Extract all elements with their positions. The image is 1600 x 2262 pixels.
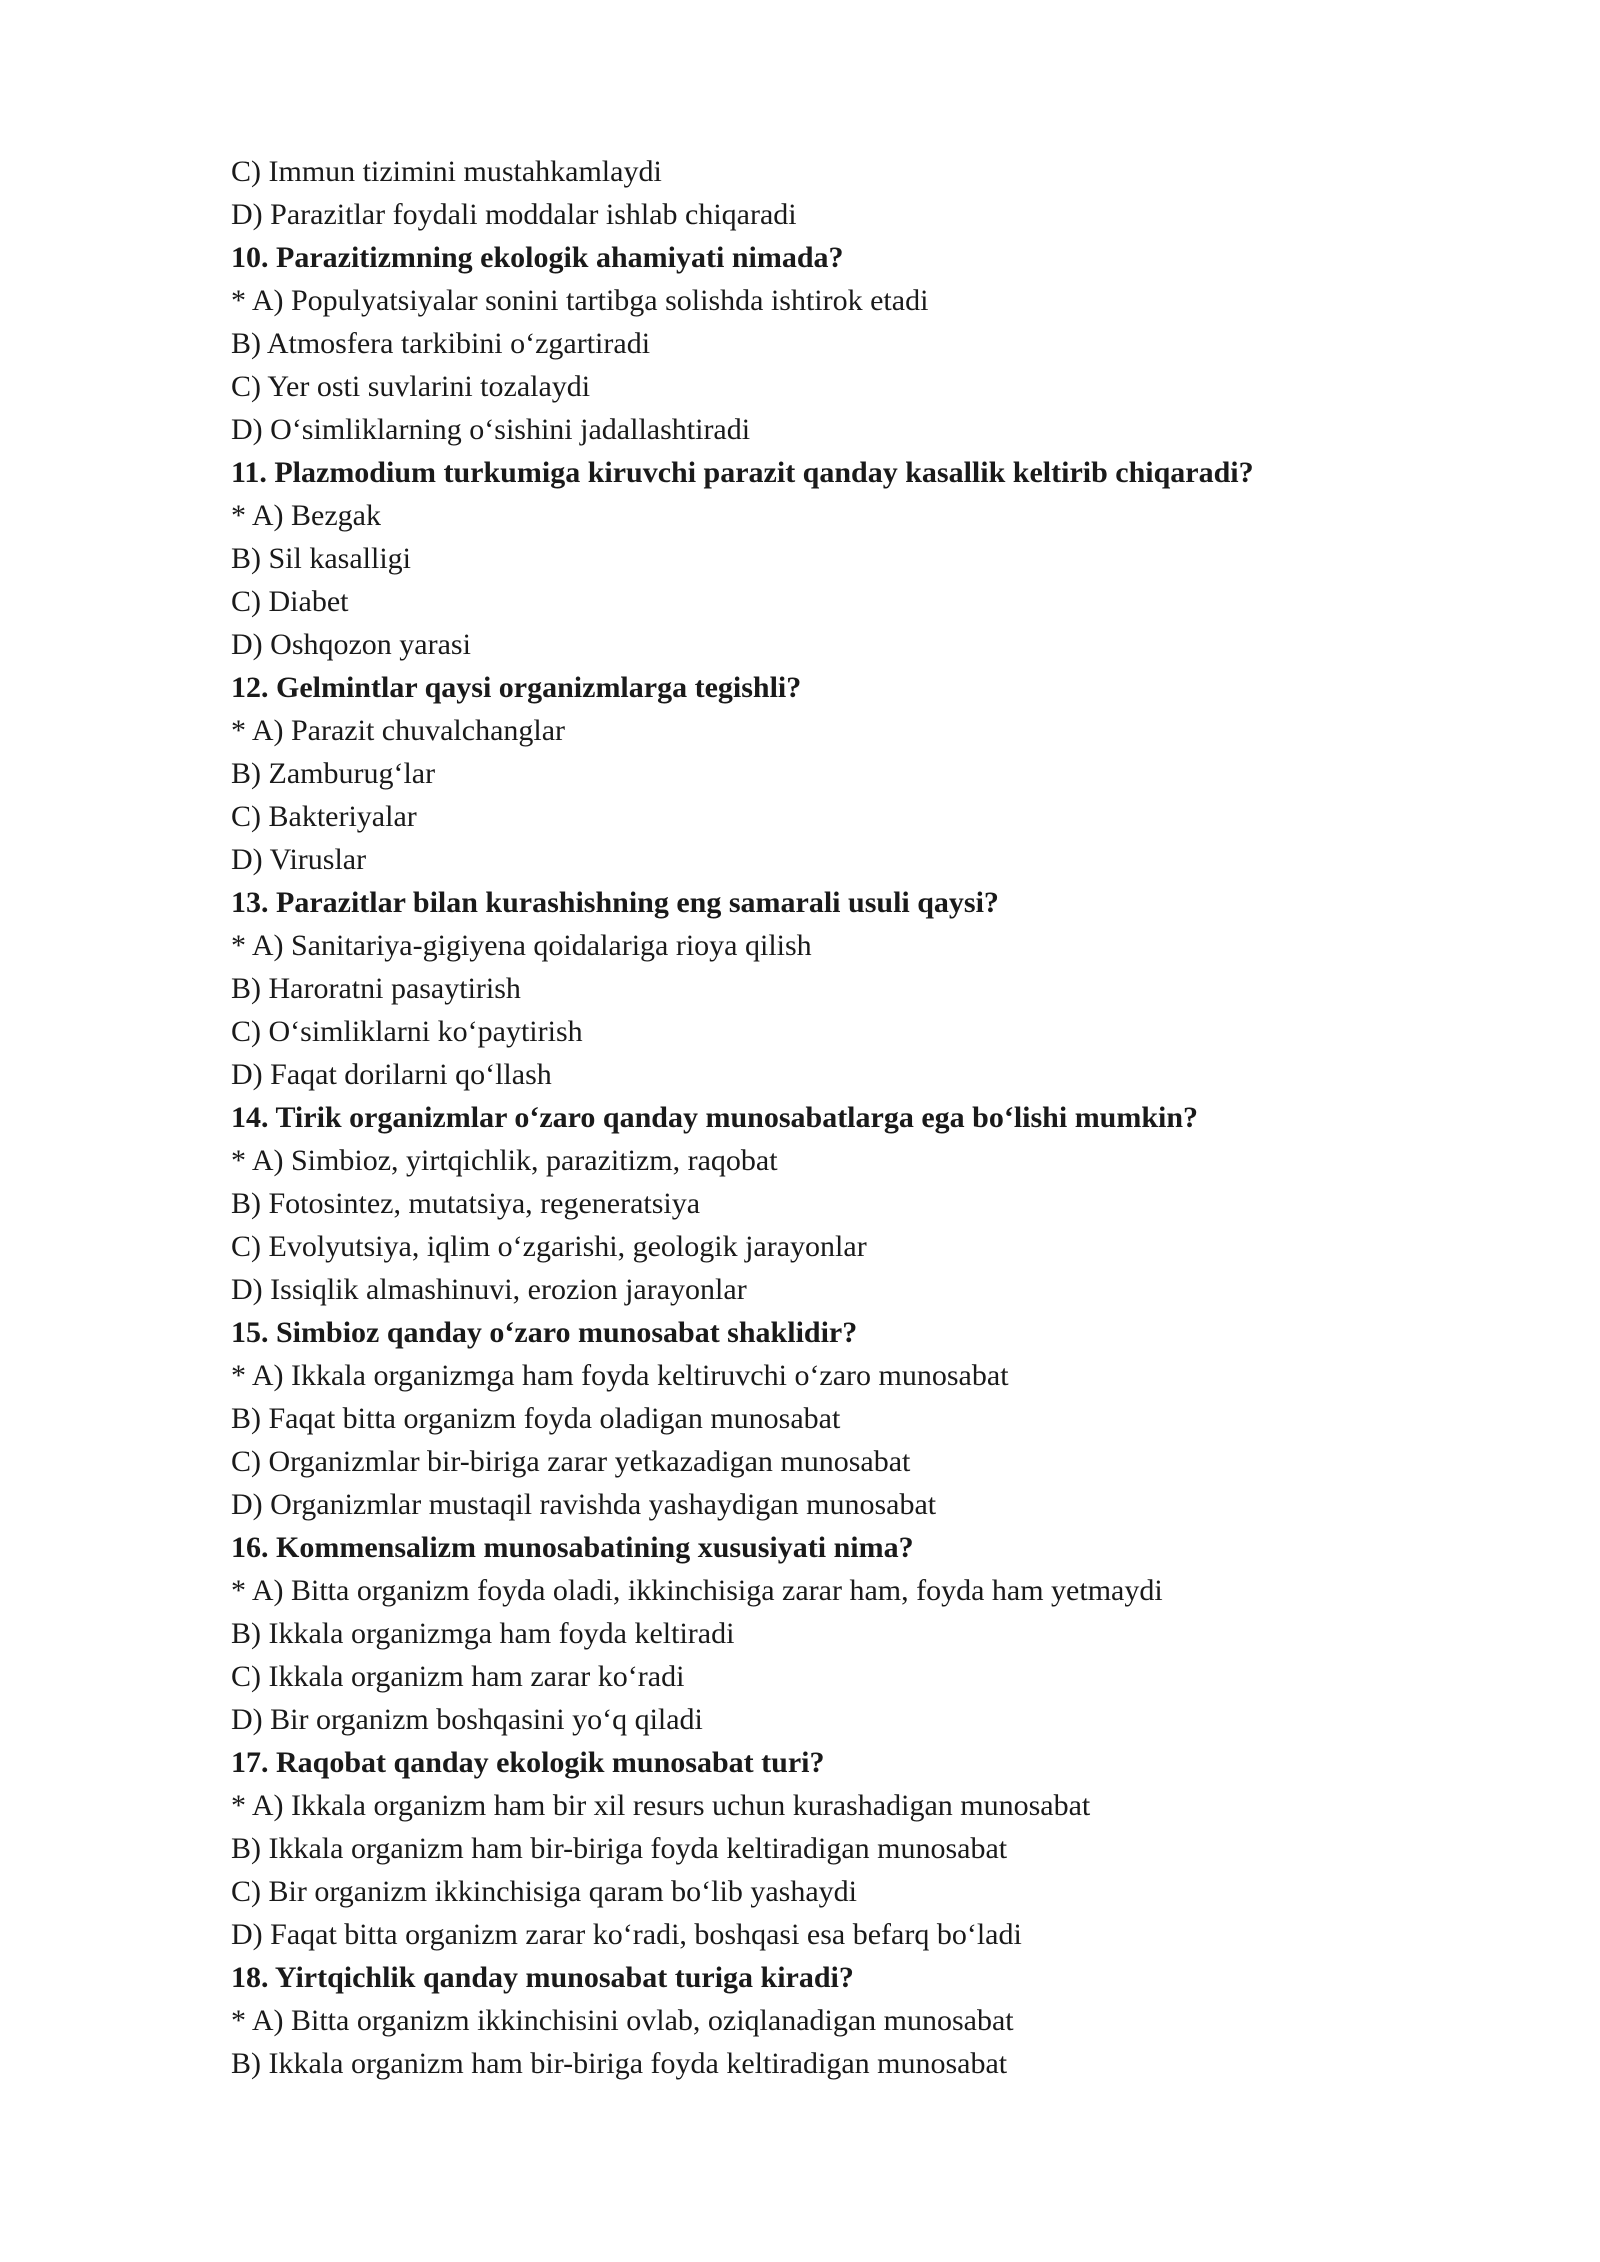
answer-option: * A) Populyatsiyalar sonini tartibga solishda ishtirok etadi bbox=[231, 284, 929, 317]
answer-option: D) Viruslar bbox=[231, 843, 367, 876]
answer-option: D) Faqat bitta organizm zarar ko‘radi, boshqasi esa befarq bo‘ladi bbox=[231, 1918, 1022, 1951]
answer-option: * A) Ikkala organizmga ham foyda keltiruvchi o‘zaro munosabat bbox=[231, 1359, 1009, 1392]
answer-option: B) Zamburug‘lar bbox=[231, 757, 436, 790]
answer-option: B) Ikkala organizm ham bir-biriga foyda keltiradigan munosabat bbox=[231, 1832, 1008, 1865]
question-heading: 13. Parazitlar bilan kurashishning eng samarali usuli qaysi? bbox=[231, 886, 999, 919]
answer-option: B) Sil kasalligi bbox=[231, 542, 411, 575]
question-heading: 16. Kommensalizm munosabatining xususiyati nima? bbox=[231, 1531, 914, 1564]
question-heading: 15. Simbioz qanday o‘zaro munosabat shaklidir? bbox=[231, 1316, 858, 1349]
answer-option: C) Evolyutsiya, iqlim o‘zgarishi, geologik jarayonlar bbox=[231, 1230, 867, 1263]
answer-option: C) Ikkala organizm ham zarar ko‘radi bbox=[231, 1660, 685, 1693]
answer-option: * A) Bezgak bbox=[231, 499, 381, 532]
question-heading: 10. Parazitizmning ekologik ahamiyati nimada? bbox=[231, 241, 844, 274]
answer-option: D) Parazitlar foydali moddalar ishlab chiqaradi bbox=[231, 198, 797, 231]
answer-option: * A) Ikkala organizm ham bir xil resurs uchun kurashadigan munosabat bbox=[231, 1789, 1091, 1822]
answer-option: B) Haroratni pasaytirish bbox=[231, 972, 521, 1005]
answer-option: C) Bir organizm ikkinchisiga qaram bo‘lib yashaydi bbox=[231, 1875, 857, 1908]
question-heading: 11. Plazmodium turkumiga kiruvchi parazit qanday kasallik keltirib chiqaradi? bbox=[231, 456, 1254, 489]
answer-option: B) Atmosfera tarkibini o‘zgartiradi bbox=[231, 327, 651, 360]
answer-option: D) Issiqlik almashinuvi, erozion jarayonlar bbox=[231, 1273, 747, 1306]
answer-option: B) Faqat bitta organizm foyda oladigan munosabat bbox=[231, 1402, 841, 1435]
question-heading: 18. Yirtqichlik qanday munosabat turiga kiradi? bbox=[231, 1961, 854, 1994]
answer-option: * A) Simbioz, yirtqichlik, parazitizm, raqobat bbox=[231, 1144, 778, 1177]
answer-option: C) Immun tizimini mustahkamlaydi bbox=[231, 155, 662, 188]
answer-option: D) Faqat dorilarni qo‘llash bbox=[231, 1058, 552, 1091]
answer-option: C) Bakteriyalar bbox=[231, 800, 417, 833]
answer-option: * A) Parazit chuvalchanglar bbox=[231, 714, 566, 747]
answer-option: D) Oshqozon yarasi bbox=[231, 628, 471, 661]
answer-option: D) Bir organizm boshqasini yo‘q qiladi bbox=[231, 1703, 703, 1736]
answer-option: D) Organizmlar mustaqil ravishda yashaydigan munosabat bbox=[231, 1488, 937, 1521]
answer-option: B) Ikkala organizmga ham foyda keltiradi bbox=[231, 1617, 735, 1650]
answer-option: B) Fotosintez, mutatsiya, regeneratsiya bbox=[231, 1187, 701, 1220]
answer-option: C) Diabet bbox=[231, 585, 349, 618]
answer-option: * A) Sanitariya-gigiyena qoidalariga rioya qilish bbox=[231, 929, 812, 962]
answer-option: C) O‘simliklarni ko‘paytirish bbox=[231, 1015, 583, 1048]
question-heading: 14. Tirik organizmlar o‘zaro qanday munosabatlarga ega bo‘lishi mumkin? bbox=[231, 1101, 1199, 1134]
answer-option: * A) Bitta organizm ikkinchisini ovlab, oziqlanadigan munosabat bbox=[231, 2004, 1014, 2037]
answer-option: C) Yer osti suvlarini tozalaydi bbox=[231, 370, 591, 403]
question-heading: 12. Gelmintlar qaysi organizmlarga tegishli? bbox=[231, 671, 802, 704]
quiz-content bbox=[231, 150, 1431, 2085]
answer-option: C) Organizmlar bir-biriga zarar yetkazadigan munosabat bbox=[231, 1445, 911, 1478]
answer-option: B) Ikkala organizm ham bir-biriga foyda keltiradigan munosabat bbox=[231, 2047, 1008, 2080]
answer-option: D) O‘simliklarning o‘sishini jadallashtiradi bbox=[231, 413, 751, 446]
answer-option: * A) Bitta organizm foyda oladi, ikkinchisiga zarar ham, foyda ham yetmaydi bbox=[231, 1574, 1163, 1607]
question-heading: 17. Raqobat qanday ekologik munosabat turi? bbox=[231, 1746, 825, 1779]
